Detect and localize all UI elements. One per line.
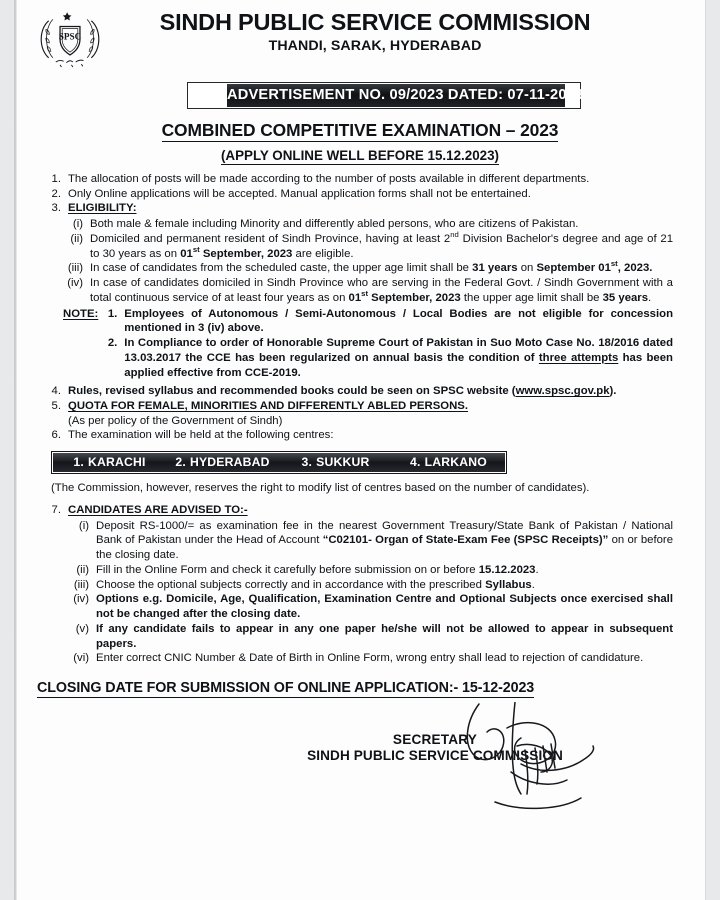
clause-3-heading: ELIGIBILITY:	[68, 202, 137, 215]
eligibility-item-i	[63, 217, 673, 232]
centre-item-2	[166, 455, 279, 469]
advice-i-text	[96, 519, 673, 563]
advice-item-iv	[67, 592, 673, 621]
eligibility-iv-number: (iv)	[67, 277, 83, 290]
advice-item-v	[67, 622, 673, 651]
note-label: NOTE:	[63, 307, 99, 320]
spsc-website-link[interactable]: www.spsc.gov.pk	[515, 385, 610, 398]
clause-6-number: 6.	[51, 429, 61, 442]
eligibility-ii-date-day: 01	[180, 247, 193, 260]
note-2-number: 2.	[107, 337, 118, 350]
advice-section	[41, 503, 673, 666]
note-1-number: 1.	[107, 307, 118, 320]
centre-1-name: KARACHI	[87, 455, 146, 470]
document-header	[15, 0, 705, 72]
eligibility-ii-ordinal-2: st	[192, 244, 200, 254]
note-item-1	[103, 307, 673, 336]
logo-container	[15, 6, 125, 72]
eligibility-iii-year: , 2023.	[617, 262, 653, 275]
centres-footnote: (The Commission, however, reserves the right to modify list of centres based on the number of candidates).	[51, 482, 590, 495]
clause-1-text: The allocation of posts will be made according to the number of posts available in different departments.	[68, 173, 590, 185]
eligibility-iii-age-limit: 31 years	[472, 262, 518, 275]
clause-2	[41, 187, 673, 202]
advice-iv-text: Options e.g. Domicile, Age, Qualification, Examination Centre and Optional Subjects once exercised shall not be changed after the closing date.	[96, 593, 673, 621]
eligibility-iv-part-c: .	[648, 291, 652, 304]
advice-i-part-b: on or before the closing date.	[96, 534, 673, 562]
eligibility-item-iv	[63, 276, 673, 305]
signature-block	[15, 732, 705, 763]
eligibility-item-ii	[63, 232, 673, 261]
scanned-sheet	[15, 0, 705, 900]
eligibility-iii-number: (iii)	[67, 262, 83, 275]
advice-i-part-a: Deposit RS-1000/= as examination fee in the nearest Government Treasury/State Bank of Pakistan / National Bank of Pakistan under the Head of Account	[96, 519, 673, 547]
eligibility-i-text: Both male & female including Minority and differently abled persons, who are citizens of Pakistan.	[90, 218, 579, 231]
advice-ii-text	[96, 563, 673, 578]
clause-5	[41, 399, 673, 414]
note-2-attempts-condition: three attempts	[538, 351, 619, 364]
advice-iii-part-b: .	[531, 578, 535, 591]
advice-vi-text: Enter correct CNIC Number & Date of Birth in Online Form, wrong entry shall lead to rejection of candidature.	[96, 652, 644, 665]
document-page	[15, 0, 705, 900]
clause-6	[41, 428, 673, 443]
advice-iii-syllabus: Syllabus	[485, 578, 532, 591]
exam-centres-list	[53, 453, 505, 472]
centre-1-number: 1.	[73, 455, 84, 470]
clause-5-number: 5.	[51, 400, 61, 413]
advice-item-ii	[67, 563, 673, 578]
clause-1	[41, 172, 673, 187]
signatory-title: SECRETARY	[392, 732, 478, 748]
account-head-code: “C02101- Organ of State-Exam Fee (SPSC Receipts)”	[322, 534, 609, 547]
clause-3	[41, 201, 673, 216]
eligibility-iv-age-limit: 35 years	[602, 291, 649, 304]
eligibility-ii-part-c: are eligible.	[292, 247, 354, 260]
centre-item-1	[53, 455, 166, 469]
centre-item-4	[392, 455, 505, 469]
eligibility-ii-part-a: Domiciled and permanent resident of Sindh Province, having at least 2	[90, 232, 451, 245]
eligibility-ii-number: (ii)	[70, 232, 83, 245]
exam-title-text: COMBINED COMPETITIVE EXAMINATION – 2023	[161, 120, 559, 140]
advice-ii-part-a: Fill in the Online Form and check it carefully before submission on or before	[96, 563, 479, 576]
advertisement-banner-text: ADVERTISEMENT NO. 09/2023 DATED: 07-11-2023	[227, 84, 565, 107]
header-text-block	[125, 6, 705, 54]
advice-item-vi	[67, 651, 673, 666]
clause-5-policy-note: (As per policy of the Government of Sindh)	[68, 414, 283, 427]
clause-6-text: The examination will be held at the following centres:	[68, 429, 334, 442]
eligibility-iv-text	[90, 276, 673, 305]
advice-iii-number: (iii)	[73, 578, 89, 591]
eligibility-iv-part-a: In case of candidates domiciled in Sindh Province who are serving in the Federal Govt. / Sindh Government with a total continuous service of at least four years as on	[90, 277, 673, 304]
centre-item-3	[279, 455, 392, 469]
eligibility-i-number: (i)	[72, 218, 83, 231]
advice-item-iii	[67, 578, 673, 593]
clause-3-number: 3.	[51, 202, 61, 215]
eligibility-iv-ordinal: st	[361, 289, 369, 299]
eligibility-iv-date-month: September, 2023	[368, 291, 461, 304]
eligibility-iii-part-a: In case of candidates from the scheduled caste, the upper age limit shall be	[90, 262, 473, 275]
advertisement-banner	[187, 82, 584, 109]
exam-centres-band	[51, 451, 507, 474]
clause-2-number: 2.	[51, 187, 61, 200]
clause-5-subnote	[41, 414, 673, 429]
advice-i-number: (i)	[78, 519, 89, 532]
eligibility-iii-date: September 01	[536, 262, 611, 275]
advice-ii-part-b: .	[535, 563, 539, 576]
eligibility-item-iii	[63, 261, 673, 276]
advice-iii-text	[96, 578, 673, 593]
organization-name: SINDH PUBLIC SERVICE COMMISSION	[159, 9, 591, 35]
note-1-text: Employees of Autonomous / Semi-Autonomous / Local Bodies are not eligible for concession mentioned in 3 (iv) above.	[124, 307, 673, 335]
note-item-2	[103, 336, 673, 380]
clause-5-heading: QUOTA FOR FEMALE, MINORITIES AND DIFFERENTLY ABLED PERSONS.	[68, 400, 468, 413]
clause-4-part-a: Rules, revised syllabus and recommended books could be seen on SPSC website (	[68, 385, 516, 398]
centre-2-number: 2.	[175, 455, 186, 470]
clause-7	[41, 503, 673, 518]
advice-iii-part-a: Choose the optional subjects correctly and in accordance with the prescribed	[96, 578, 486, 591]
eligibility-iii-part-b: on	[517, 262, 537, 275]
clause-4-part-b: ).	[609, 385, 617, 398]
advice-iv-number: (iv)	[73, 593, 89, 606]
advice-ii-deadline: 15.12.2023	[478, 563, 536, 576]
eligibility-iii-text	[90, 261, 673, 276]
eligibility-ii-text	[90, 232, 673, 261]
exam-title	[15, 120, 705, 141]
note-2-part-a: In Compliance to order of Honorable Supreme Court of Pakistan in Suo Moto Case No. 18/2016 dated 13.03.2017 the CCE has been regularized on annual basis the condition of	[124, 337, 673, 364]
centre-4-number: 4.	[410, 455, 421, 470]
clause-list	[41, 172, 673, 443]
note-block	[63, 307, 673, 381]
closing-date-text: CLOSING DATE FOR SUBMISSION OF ONLINE APPLICATION:- 15-12-2023	[37, 680, 535, 697]
closing-date-line	[37, 680, 705, 696]
clause-4-number: 4.	[51, 385, 61, 398]
advice-v-text: If any candidate fails to appear in any one paper he/she will not be allowed to appear in subsequent papers.	[96, 622, 673, 650]
clause-1-number: 1.	[51, 173, 61, 185]
clause-7-number: 7.	[51, 503, 61, 516]
clause-4-text	[68, 384, 673, 399]
advice-ii-number: (ii)	[76, 563, 89, 576]
note-items	[103, 307, 673, 381]
eligibility-ii-part-b: Division Bachelor's degree and age of 21 to 30 years as on	[90, 232, 674, 260]
advice-item-i	[67, 519, 673, 563]
eligibility-ii-ordinal-1: nd	[450, 230, 459, 240]
clause-4	[41, 384, 673, 399]
clause-7-heading: CANDIDATES ARE ADVISED TO:-	[68, 503, 248, 516]
apply-deadline-text: (APPLY ONLINE WELL BEFORE 15.12.2023)	[220, 148, 500, 163]
note-2-text	[124, 336, 673, 380]
note-2-part-b: has been applied effective from CCE-2019.	[124, 351, 673, 379]
spsc-seal-icon	[34, 8, 106, 72]
centre-3-name: SUKKUR	[316, 455, 370, 470]
eligibility-iii-ordinal: st	[610, 259, 618, 269]
apply-deadline-note	[15, 148, 705, 163]
centre-2-name: HYDERABAD	[189, 455, 270, 470]
centre-4-name: LARKANO	[424, 455, 487, 470]
eligibility-iv-date-day: 01	[348, 291, 362, 304]
clause-2-text: Only Online applications will be accepted. Manual application forms shall not be entertained.	[68, 187, 531, 200]
eligibility-sublist	[63, 217, 673, 305]
svg-text:SPSC: SPSC	[58, 31, 82, 42]
advice-sublist	[67, 519, 673, 666]
signatory-organization: SINDH PUBLIC SERVICE COMMISSION	[307, 748, 563, 764]
advice-v-number: (v)	[75, 622, 89, 635]
eligibility-iv-part-b: the upper age limit shall be	[460, 291, 603, 304]
eligibility-ii-date-month: September, 2023	[199, 247, 293, 260]
organization-address: THANDI, SARAK, HYDERABAD	[268, 37, 482, 54]
advice-vi-number: (vi)	[73, 652, 89, 665]
centre-3-number: 3.	[301, 455, 313, 470]
